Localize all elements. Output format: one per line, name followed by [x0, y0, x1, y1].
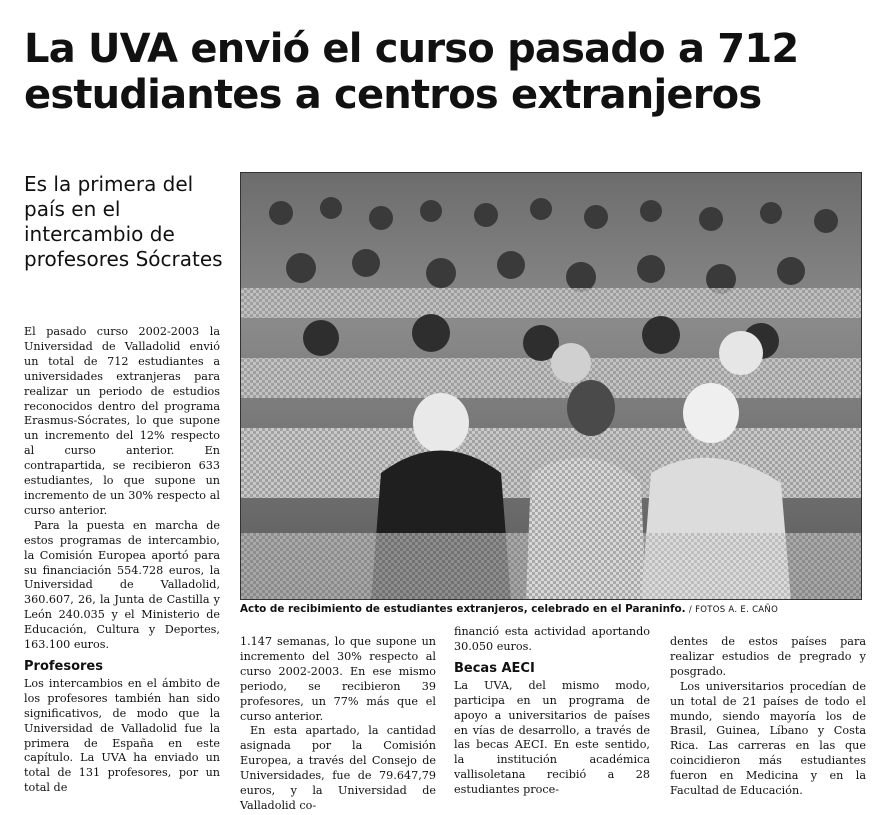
news-photo	[240, 172, 862, 600]
section-heading-profesores: Profesores	[24, 658, 103, 674]
article-column-2	[240, 635, 436, 814]
paragraph: dentes de estos países para realizar estudios de pregrado y posgrado.	[670, 635, 866, 678]
photo-caption	[240, 603, 870, 617]
subheadline: Es la primera del país en el intercambio de profesores Sócrates	[24, 172, 223, 271]
paragraph: financió esta actividad aportando 30.050 euros.	[454, 625, 650, 653]
headline: La UVA envió el curso pasado a 712 estudiantes a centros extranjeros	[24, 26, 799, 118]
paragraph: 1.147 semanas, lo que supone un incremento del 30% respecto al curso 2002-2003. En ese mismo periodo, se recibieron 39 profesores, un 77% más que el curso anterior.	[240, 635, 436, 723]
article-column-3	[454, 625, 650, 798]
paragraph: Los universitarios procedían de un total de 21 países de todo el mundo, siendo mayoría los de Brasil, Guinea, Líbano y Costa Rica. Las carreras en las que coincidieron más estudiantes fueron en Medicina y en la Facultad de Educación.	[670, 679, 866, 798]
paragraph: En esta apartado, la cantidad asignada por la Comisión Europea, a través del Consejo de Universidades, fue de 79.647,79 euros, y la Universidad de Valladolid co-	[240, 724, 436, 812]
caption-text: Acto de recibimiento de estudiantes extranjeros, celebrado en el Paraninfo.	[240, 603, 686, 615]
paragraph: La UVA, del mismo modo, participa en un programa de apoyo a universitarios de países en vías de desarrollo, a través de las becas AECI. En este sentido, la institución académica vallisoletana recibió a 28 estudiantes proce-	[454, 678, 650, 797]
paragraph: Para la puesta en marcha de estos programas de intercambio, la Comisión Europea aportó para su financiación 554.728 euros, la Universidad de Valladolid, 360.607, 26, la Junta de Castilla y León 240.035 y el Ministerio de Educación, Cultura y Deportes, 163.100 euros.	[24, 518, 220, 652]
paragraph: El pasado curso 2002-2003 la Universidad de Valladolid envió un total de 712 estudiantes a universidades extranjeras para realizar un periodo de estudios reconocidos dentro del programa Erasmus-Sócrates, lo que supone un incremento del 12% respecto al curso anterior. En contrapartida, se recibieron 633 estudiantes, lo que supone un incremento de un 30% respecto al curso anterior.	[24, 325, 220, 517]
article-column-4	[670, 635, 866, 799]
section-heading-becas-aeci: Becas AECI	[454, 660, 535, 676]
audience-photo-illustration	[241, 173, 862, 600]
article-column-1	[24, 325, 220, 796]
photo-credit: / FOTOS A. E. CAÑO	[688, 605, 779, 615]
paragraph: Los intercambios en el ámbito de los profesores también han sido significativos, de modo que la Universidad de Valladolid fue la primera de España en este capítulo. La UVA ha enviado un total de 131 profesores, por un total de	[24, 676, 220, 795]
